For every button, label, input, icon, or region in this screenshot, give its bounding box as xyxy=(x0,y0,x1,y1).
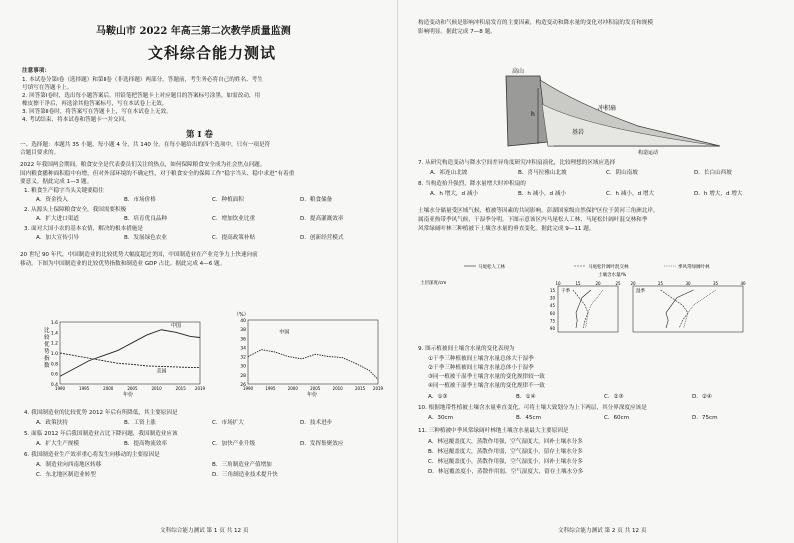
y-tick-label: 45 xyxy=(549,303,555,309)
section-intro-line: 一、选择题：本题共 35 小题，每小题 4 分，共 140 分。在每小题给出的四个选项中，只有一项是符 xyxy=(20,142,271,148)
x-tick-label: 20 xyxy=(630,281,636,286)
y-tick-label: 30 xyxy=(240,364,246,370)
x-tick-label: 2010 xyxy=(332,386,343,391)
answer-option: A．扩大生产规模 xyxy=(36,441,79,447)
answer-option: D．林冠覆盖度小，蒸散作用弱，空气湿度大，留存土壤水分多 xyxy=(428,469,584,475)
y-tick-label: 34 xyxy=(240,346,246,352)
notice-line: 3. 回答第Ⅱ卷时，将答案写在答题卡上，写在本试卷上无效。 xyxy=(22,109,172,115)
question-stem: 9. 图示植被间土壤含水量的变化表现为 xyxy=(418,346,515,352)
answer-option: A．h 增大，d 减小 xyxy=(430,191,479,197)
answer-option: D．技术进步 xyxy=(300,420,333,426)
y-tick-label: 1.0 xyxy=(50,352,58,357)
passage-line: 国内粮食播种面积稳中有增，但对外部环境的不确定性，对于粮食安全的保障工作“稳字当头、稳中求进”有着重 xyxy=(20,170,295,177)
answer-option: D．三角制造业技术提升快 xyxy=(212,472,278,478)
x-tick-label: 2015 xyxy=(175,386,186,391)
answer-option: B．①④ xyxy=(516,394,536,400)
answer-option: A．资金投入 xyxy=(36,197,68,203)
answer-option: B．发展绿色农业 xyxy=(124,235,167,241)
profile-line xyxy=(666,290,694,328)
x-tick-label: 2005 xyxy=(127,386,138,391)
profile-line xyxy=(661,290,689,328)
fan-label-h: h xyxy=(531,111,535,118)
page-footer-1: 文科综合能力测试 第 1 页 共 12 页 xyxy=(160,528,249,534)
page-footer-2: 文科综合能力测试 第 2 页 共 12 页 xyxy=(558,528,647,534)
answer-option: A．制造业向西南地区转移 xyxy=(36,462,102,468)
x-tick-label: 30 xyxy=(685,281,691,286)
profile-line xyxy=(576,290,591,328)
y-tick-label: 60 xyxy=(549,310,555,316)
y-axis-label-char: 较 xyxy=(44,335,50,341)
series-label-china: 中国 xyxy=(279,329,290,336)
profile-line xyxy=(586,290,603,328)
x-tick-label: 1995 xyxy=(265,386,276,391)
x-tick-label: 2015 xyxy=(354,386,366,391)
manufacturing-gdp-share-chart xyxy=(230,310,390,398)
y-tick-label: 1.4 xyxy=(50,331,58,337)
question-stem: 4. 我国制造业的比较优势 2012 年后有所降低，其主要原因是 xyxy=(24,410,178,416)
x-tick-label: 25 xyxy=(657,281,664,286)
answer-option: A．扩大进口渠道 xyxy=(36,216,79,222)
question-stem: 11. 三种植被中季风常绿阔叶林地土壤含水量最大主要原因是 xyxy=(418,428,569,434)
answer-option: D．75cm xyxy=(692,415,718,421)
answer-option: D．h 增大，d 增大 xyxy=(694,191,743,197)
answer-option: B．林冠覆盖度大，蒸散作用弱，空气湿度小，留存土壤水分多 xyxy=(428,449,583,455)
answer-option: D．创新经营模式 xyxy=(300,235,344,241)
question-stem: 3. 面对大国小农的基本农情，解决的根本措施是 xyxy=(24,226,143,232)
answer-option: A．30cm xyxy=(428,415,454,421)
passage-line: 20 世纪 90 年代，中国制造业的比较优势大幅度超过美国，中国制造业在产业竞争力上快速向前 xyxy=(20,252,258,258)
passage-line: 2022 年我国两会期间，粮食安全是代表委员们关注的热点，如何保障粮食安全成为社会焦点问题。 xyxy=(20,162,266,168)
y-tick-label: 1.6 xyxy=(50,321,58,326)
y-tick-label: 36 xyxy=(240,337,246,343)
panel-frame xyxy=(633,286,743,332)
question-stem: 1. 粮食生产稳字当头关键要稳住 xyxy=(24,188,104,194)
y-tick-label: 0.4 xyxy=(50,383,58,388)
x-tick-label: 2019 xyxy=(194,386,206,391)
answer-option: C．②③ xyxy=(604,394,624,400)
question-stem: 2. 从源头上保障粮食安全，我国需要积极 xyxy=(24,207,127,213)
answer-option: C．60cm xyxy=(604,415,630,421)
notice-line: 1. 本试卷分第Ⅰ卷（选择题）和第Ⅱ卷（非选择题）两部分，答题前，考生务必将自己的姓名、考生 xyxy=(22,77,263,83)
answer-option: B．市场价格 xyxy=(124,197,156,203)
y-tick-label: 0.8 xyxy=(50,362,58,368)
fan-caption: 构造运动 xyxy=(638,150,659,156)
answer-option: A．政策扶持 xyxy=(36,420,68,426)
answer-option: C．提高政策补贴 xyxy=(212,235,256,241)
y-tick-label: 15 xyxy=(549,288,555,293)
question-stem: 8. 当构造抬升强烈，降水量增大时冲积扇的 xyxy=(418,181,526,187)
statement-item: ①干季三种植被间土壤含水量总体大于湿季 xyxy=(428,356,534,362)
series-line xyxy=(60,330,200,377)
exam-subtitle: 文科综合能力测试 xyxy=(148,44,277,62)
answer-option: D．粮食储备 xyxy=(300,197,333,203)
passage-line: 属南亚热带季风气候，干湿季分明。下图示意该区内马尾松人工林、马尾松针阔叶混交林和季 xyxy=(418,217,648,223)
answer-option: C．阴山南坡 xyxy=(606,170,638,176)
y-tick-label: 28 xyxy=(240,373,246,379)
profile-line xyxy=(573,290,588,328)
comparative-advantage-chart xyxy=(40,318,210,398)
x-tick-label: 20 xyxy=(595,281,601,286)
plot-frame xyxy=(248,320,378,384)
series-line xyxy=(248,350,378,380)
alluvial-fan-diagram xyxy=(498,64,728,156)
x-tick-label: 1990 xyxy=(54,386,66,391)
x-tick-label: 2005 xyxy=(310,386,321,391)
x-axis-label: 年份 xyxy=(122,392,134,398)
answer-option: B．三角制造业产值增加 xyxy=(212,462,272,468)
x-tick-label: 1995 xyxy=(79,386,90,391)
answer-option: C．加快产业升级 xyxy=(212,441,256,447)
answer-option: D．长白山西坡 xyxy=(694,170,732,176)
question-stem: 6. 我国制造业生产效率重心将发生向移动的主要原因是 xyxy=(24,452,160,458)
y-tick-label: 1.2 xyxy=(50,341,58,347)
y-tick-label: 32 xyxy=(240,355,246,361)
passage-line: 移动。下图为中国制造业的比较优势指数和制造业 GDP 占比。据此完成 4—6 题。 xyxy=(20,260,226,267)
question-stem: 5. 面临 2012 年后我国制造业占比下降问题，我国制造业应该 xyxy=(24,431,178,437)
fan-label-mountain: 高山 xyxy=(512,68,525,75)
fan-label-bedrock: 基岩 xyxy=(572,129,585,136)
answer-option: D．提高灌溉效率 xyxy=(300,216,344,222)
passage-line: 风常绿阔叶林三种植被下土壤含水量的垂直变化。据此完成 9—11 题。 xyxy=(418,226,595,232)
answer-option: B．h 减小，d 减小 xyxy=(518,191,567,197)
series-label-china: 中国 xyxy=(171,323,182,330)
series-label-usa: 美国 xyxy=(156,368,167,375)
answer-option: D．发挥集聚效应 xyxy=(300,441,344,447)
answer-option: D．②④ xyxy=(692,394,712,400)
x-tick-label: 15 xyxy=(575,281,581,286)
x-tick-label: 2010 xyxy=(151,386,162,391)
x-tick-label: 2000 xyxy=(103,386,114,391)
y-tick-label: 0.6 xyxy=(50,372,58,378)
panel-label: 干季 xyxy=(561,289,570,294)
answer-option: B．45cm xyxy=(516,415,542,421)
y-tick-label: 26 xyxy=(240,383,246,388)
notice-line: 2. 回答第Ⅰ卷时，选出每小题答案后，用铅笔把答题卡上对应题目的答案标号涂黑，如需改动，用 xyxy=(22,93,261,99)
answer-option: B．提高物流效率 xyxy=(124,441,167,447)
x-tick-label: 10 xyxy=(555,281,561,286)
notice-title: 注意事项： xyxy=(22,68,50,74)
x-tick-label: 2000 xyxy=(287,386,298,391)
y-axis-label-char: 势 xyxy=(44,349,50,355)
part-title: 第 Ⅰ 卷 xyxy=(186,130,213,140)
legend-label: 马尾松人工林 xyxy=(478,265,505,270)
notice-line: 4. 考试结束，将本试卷和答题卡一并交回。 xyxy=(22,117,130,123)
notice-line: 号填写在答题卡上。 xyxy=(22,85,73,91)
answer-option: C．h 减小，d 增大 xyxy=(606,191,655,197)
y-axis-label-char: 数 xyxy=(44,363,50,369)
x-axis-label: 年份 xyxy=(306,392,318,398)
answer-option: C．林冠覆盖度小，蒸散作用强，空气湿度小，回补土壤水分多 xyxy=(428,459,583,465)
x-tick-label: 35 xyxy=(712,281,719,286)
y-tick-label: 75 xyxy=(549,318,555,324)
passage-line: 构造变动和气候是影响冲积扇发育的主要因素，构造变动和降水量的变化对冲积扇的发育和规模 xyxy=(418,20,653,26)
profile-line xyxy=(684,290,716,328)
y-axis-label-char: 优 xyxy=(44,342,50,348)
y-axis-label-char: 指 xyxy=(44,356,50,362)
plot-frame xyxy=(60,322,200,384)
x-tick-label: 25 xyxy=(615,281,621,286)
moisture-axis-label: 土壤含水量/% xyxy=(598,273,627,278)
answer-option: A．林冠覆盖度大，蒸散作用强，空气湿度大，回补土壤水分多 xyxy=(428,439,583,445)
passage-line: 要意义。据此完成 1—3 题。 xyxy=(20,179,93,185)
answer-option: B．工资上涨 xyxy=(124,420,156,426)
statement-item: ④同一植被干湿季土壤含水量的变化规律不一致 xyxy=(428,383,545,389)
answer-option: C．种植面积 xyxy=(212,197,244,203)
answer-option: C．增加饮业比重 xyxy=(212,216,256,222)
passage-line: 土壤水分储量受区域气候、植被等因素的共同影响。彭湖国家级自然保护区位于黄河三角洲北岸， xyxy=(418,208,659,214)
x-tick-label: 2019 xyxy=(372,386,384,391)
fan-label-fan: 冲积扇 xyxy=(598,105,617,112)
y-tick-label: 40 xyxy=(240,319,246,324)
x-tick-label: 40 xyxy=(740,281,746,286)
y-tick-label: 90 xyxy=(549,326,555,331)
legend-label: 季风常绿阔叶林 xyxy=(678,265,710,270)
answer-option: C．东北地区制造业转型 xyxy=(36,472,96,478)
question-stem: 7. 从研究构造变动与降水空间差异角度研究冲积扇演化，比较理想的区域应选择 xyxy=(418,160,616,166)
exam-title: 马鞍山市 2022 年高三第二次教学质量监测 xyxy=(96,26,291,37)
panel-label: 湿季 xyxy=(636,289,645,294)
y-tick-label: 38 xyxy=(240,328,246,334)
answer-option: C．市场扩大 xyxy=(212,420,244,426)
answer-option: B．喜马拉雅山北坡 xyxy=(518,170,567,176)
x-tick-label: 1990 xyxy=(242,386,254,391)
statement-item: ③同一植被干湿季土壤含水量的变化规律较一致 xyxy=(428,374,545,380)
question-stem: 10. 根据地带性植被土壤含水量垂直变化，可将土壤大致划分为上下两层，其分界深度应该是 xyxy=(418,405,647,411)
legend-label: 马尾松针阔叶混交林 xyxy=(588,265,629,270)
answer-option: A．加大宣传引导 xyxy=(36,235,79,241)
section-intro-line: 合题目要求的。 xyxy=(20,150,60,156)
y-unit-label: （%） xyxy=(234,312,249,318)
soil-moisture-chart xyxy=(418,262,794,336)
depth-axis-label: 土层深度/cm xyxy=(420,281,447,286)
y-axis-label-char: 比 xyxy=(44,328,50,334)
answer-option: A．①③ xyxy=(428,394,448,400)
answer-option: A．祁连山北坡 xyxy=(430,170,468,176)
y-tick-label: 30 xyxy=(549,295,555,301)
passage-line: 影响明显。据此完成 7—8 题。 xyxy=(418,29,496,35)
notice-line: 橡皮擦干净后，再选涂其他答案标号，写在本试卷上无效。 xyxy=(22,101,168,107)
right-page xyxy=(397,0,794,543)
statement-item: ②干季三种植被间土壤含水量总体小于湿季 xyxy=(428,365,534,371)
answer-option: B．培育优良品种 xyxy=(124,216,167,222)
